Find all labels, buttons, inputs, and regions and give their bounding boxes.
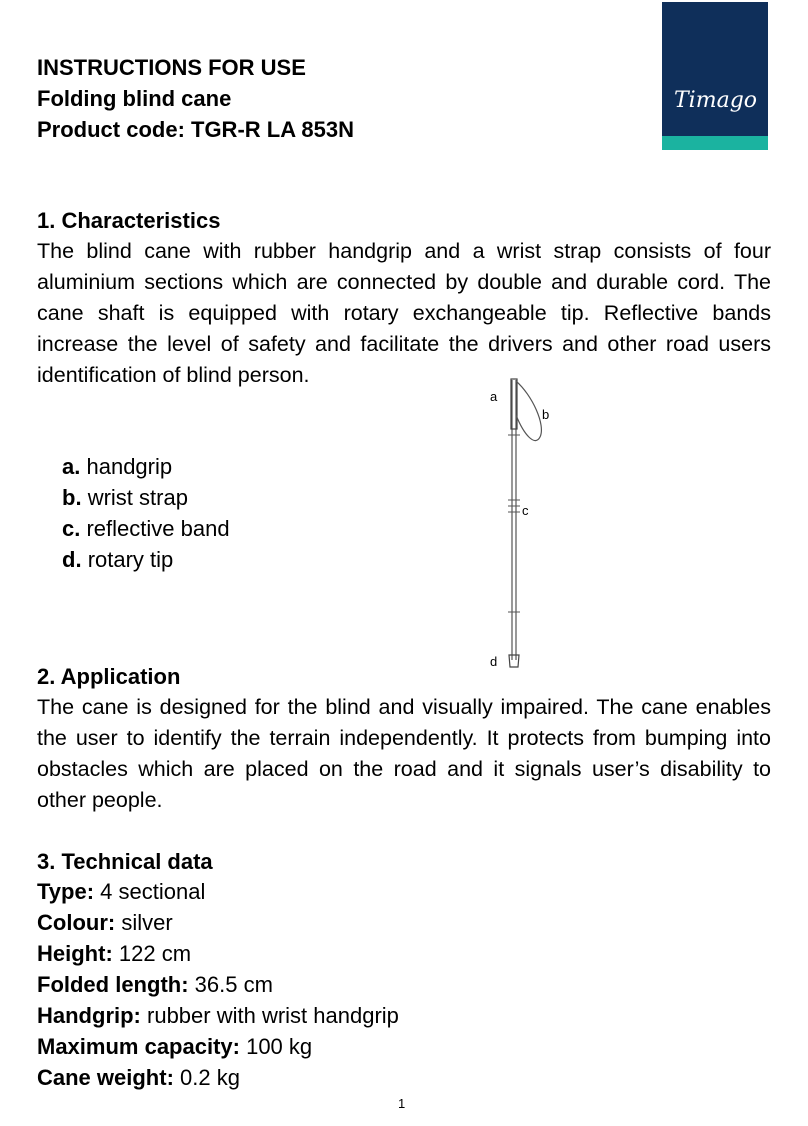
wrist-strap-shape (516, 381, 541, 441)
section-1-body: The blind cane with rubber handgrip and a wrist strap consists of four aluminium sections which are connected by double and durable cord. The cane shaft is equipped with rotary exchangeable tip. Reflective bands increase the level of safety and facilitate the drivers and other road users identification of blind person. (37, 239, 771, 387)
diagram-label-d: d (490, 654, 498, 669)
list-item: c. reflective band (62, 516, 230, 541)
diagram-label-c: c (522, 503, 529, 518)
page-number: 1 (398, 1096, 406, 1111)
section-2-body: The cane is designed for the blind and visually impaired. The cane enables the user to identify the terrain independently. It protects from bumping into obstacles which are placed on the road and it signals user’s disability to other people. (37, 695, 771, 812)
doc-title: INSTRUCTIONS FOR USE (37, 55, 306, 80)
logo-band (662, 136, 768, 150)
list-item: a. handgrip (62, 454, 173, 479)
list-item: d. rotary tip (62, 547, 174, 572)
parts-list (62, 451, 230, 575)
spec-row: Handgrip: rubber with wrist handgrip (37, 1003, 399, 1028)
section-3-heading: 3. Technical data (37, 849, 213, 874)
doc-subtitle: Folding blind cane (37, 86, 232, 111)
product-code: Product code: TGR-R LA 853N (37, 117, 354, 142)
cane-diagram (480, 375, 560, 675)
timago-logo (662, 2, 768, 150)
section-1-heading: 1. Characteristics (37, 208, 221, 233)
diagram-label-b: b (542, 407, 550, 422)
tech-specs-list (37, 876, 399, 1093)
section-2-heading: 2. Application (37, 664, 181, 689)
spec-row: Height: 122 cm (37, 941, 192, 966)
rotary-tip-shape (509, 655, 519, 667)
spec-row: Type: 4 sectional (37, 879, 206, 904)
spec-row: Maximum capacity: 100 kg (37, 1034, 313, 1059)
logo-text: Timago (674, 88, 758, 113)
spec-row: Colour: silver (37, 910, 173, 935)
list-item: b. wrist strap (62, 485, 188, 510)
diagram-label-a: a (490, 389, 498, 404)
spec-row: Folded length: 36.5 cm (37, 972, 273, 997)
spec-row: Cane weight: 0.2 kg (37, 1065, 240, 1090)
